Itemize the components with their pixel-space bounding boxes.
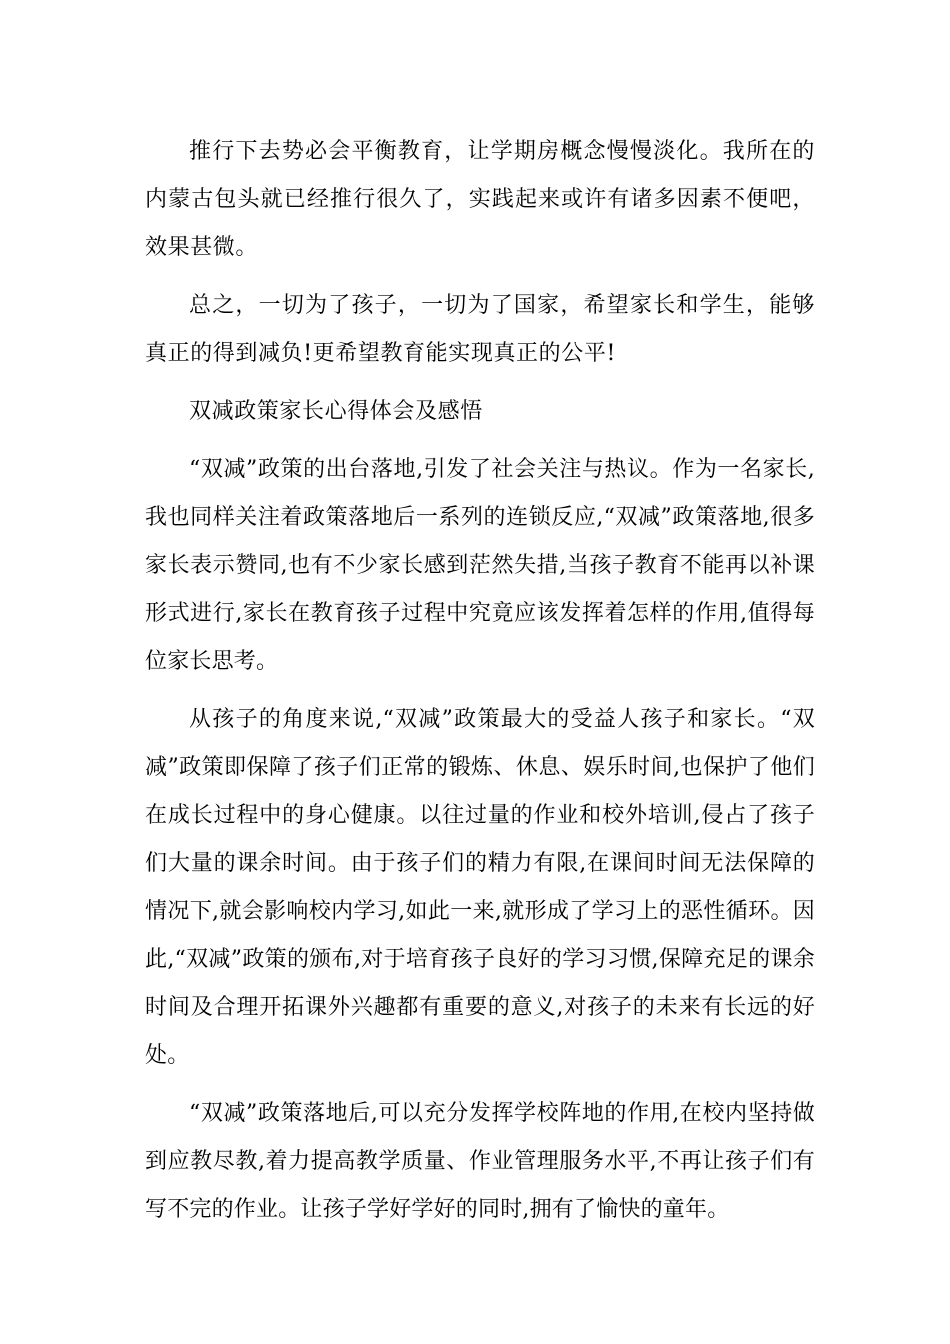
paragraph-2: 总之，一切为了孩子，一切为了国家，希望家长和学生，能够真正的得到减负!更希望教育能实现真正的公平! bbox=[145, 293, 815, 366]
paragraph-5: “双减”政策落地后,可以充分发挥学校阵地的作用,在校内坚持做到应教尽教,着力提高教学质量、作业管理服务水平,不再让孩子们有写不完的作业。让孩子学好学好的同时,拥有了愉快的童年。 bbox=[145, 1101, 815, 1222]
document-body bbox=[145, 128, 815, 1244]
paragraph-4: 从孩子的角度来说,“双减”政策最大的受益人孩子和家长。“双减”政策即保障了孩子们正常的锻炼、休息、娱乐时间,也保护了他们在成长过程中的身心健康。以往过量的作业和校外培训,侵占了孩子们大量的课余时间。由于孩子们的精力有限,在课间时间无法保障的情况下,就会影响校内学习,如此一来,就形成了学习上的恶性循环。因此,“双减”政策的颁布,对于培育孩子良好的学习习惯,保障充足的课余时间及合理开拓课外兴趣都有重要的意义,对孩子的未来有长远的好处。 bbox=[145, 707, 815, 1068]
paragraph-3: “双减”政策的出台落地,引发了社会关注与热议。作为一名家长,我也同样关注着政策落地后一系列的连锁反应,“双减”政策落地,很多家长表示赞同,也有不少家长感到茫然失措,当孩子教育不能再以补课形式进行,家长在教育孩子过程中究竟应该发挥着怎样的作用,值得每位家长思考。 bbox=[145, 457, 815, 674]
paragraph-1: 推行下去势必会平衡教育，让学期房概念慢慢淡化。我所在的内蒙古包头就已经推行很久了，实践起来或许有诸多因素不便吧，效果甚微。 bbox=[145, 139, 815, 260]
section-heading: 双减政策家长心得体会及感悟 bbox=[189, 399, 483, 424]
